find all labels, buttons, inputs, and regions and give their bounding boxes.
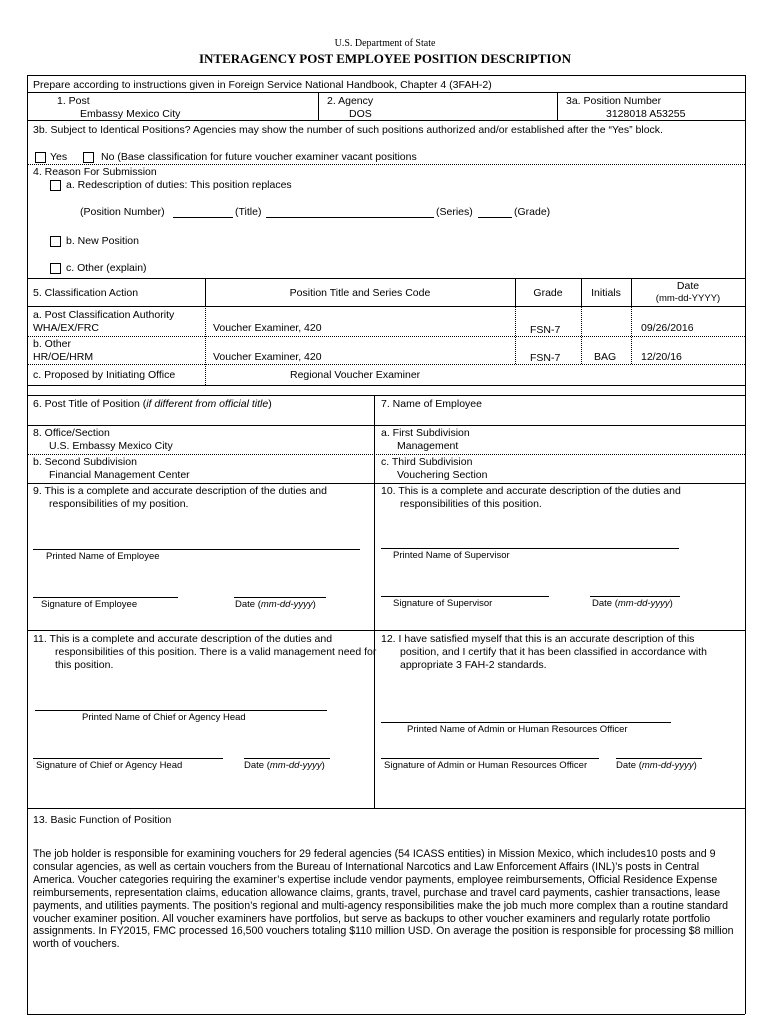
first-subdivision-value[interactable]: Management [397, 440, 459, 452]
third-subdivision-label: c. Third Subdivision [381, 456, 473, 468]
classification-row-a-grade[interactable]: FSN-7 [530, 324, 561, 336]
grade-field-label: (Grade) [514, 206, 551, 218]
agency-value[interactable]: DOS [349, 108, 372, 120]
classification-row-a-office: WHA/EX/FRC [33, 322, 99, 334]
printed-supervisor-label: Printed Name of Supervisor [393, 550, 510, 561]
frame-left [27, 75, 28, 1014]
employee-name-label: 7. Name of Employee [381, 398, 482, 410]
classification-row-b-grade[interactable]: FSN-7 [530, 352, 561, 364]
other-explain-label: c. Other (explain) [66, 262, 147, 274]
redescription-checkbox[interactable] [50, 180, 61, 191]
chief-printed-name-line[interactable] [35, 710, 327, 711]
employee-date-label: Date (mm-dd-yyyy) [235, 599, 316, 610]
printed-admin-label: Printed Name of Admin or Human Resources Officer [407, 724, 628, 735]
employee-date-line[interactable] [234, 597, 326, 598]
basic-function-text: The job holder is responsible for examining vouchers for 29 federal agencies (54 ICASS entities) in Mission Mexico, which includes10 posts and 9 consular agencies, as well as certain vouchers from the Bureau of International Narcotics and Law Enforcement Affairs (INL)’s posts in Central America. Voucher categories requiring the examiner’s expertise include vendor payments, employee reimbursements, Official Residence Expense reimbursements, representation claims, education allowance claims, grants, travel, purchase and travel card payments, cashier transactions, lease payments, and utilities payments. The position’s regional and multi-agency responsibilities make the job much more complex than a routine standard voucher examiner position. All voucher examiners have portfolios, but serve as backups to other voucher examiners and regularly rotate portfolio assignments. In FY2015, FMC processed 16,500 vouchers totaling $110 million USD. On average the position is responsible for processing $8 million worth of vouchers. [33, 848, 734, 951]
department-name: U.S. Department of State [334, 38, 436, 49]
redescription-label: a. Redescription of duties: This position replaces [66, 179, 292, 191]
form-title: INTERAGENCY POST EMPLOYEE POSITION DESCRIPTION [198, 51, 571, 66]
yes-label: Yes [50, 151, 68, 163]
yes-checkbox[interactable] [35, 152, 46, 163]
employee-printed-name-line[interactable] [33, 549, 360, 550]
classification-row-b-initials[interactable]: BAG [594, 351, 617, 363]
date-format-header: (mm-dd-YYYY) [655, 293, 721, 304]
classification-row-a-date[interactable]: 09/26/2016 [641, 322, 694, 334]
post-title-label: 6. Post Title of Position (if different from official title) [33, 398, 272, 410]
classification-row-a-title[interactable]: Voucher Examiner, 420 [213, 322, 322, 334]
grade-header: Grade [533, 287, 563, 299]
post-label: 1. Post [57, 95, 90, 107]
frame-top [27, 75, 745, 76]
new-position-checkbox[interactable] [50, 236, 61, 247]
certification-10: 10. This is a complete and accurate description of the duties and responsibilities of this position. [381, 485, 681, 510]
title-series-header: Position Title and Series Code [289, 287, 431, 299]
employee-signature-line[interactable] [33, 597, 178, 598]
second-subdivision-value[interactable]: Financial Management Center [49, 469, 190, 481]
agency-label: 2. Agency [327, 95, 374, 107]
office-section-value[interactable]: U.S. Embassy Mexico City [49, 440, 173, 452]
series-field-label: (Series) [436, 206, 473, 218]
certification-11: 11. This is a complete and accurate description of the duties and responsibilities of this position. There is a valid management need for this position. [33, 633, 377, 671]
classification-row-b-title[interactable]: Voucher Examiner, 420 [213, 351, 322, 363]
supervisor-printed-name-line[interactable] [381, 548, 679, 549]
new-position-label: b. New Position [66, 235, 139, 247]
second-subdivision-label: b. Second Subdivision [33, 456, 137, 468]
title-field-label: (Title) [235, 206, 262, 218]
third-subdivision-value[interactable]: Vouchering Section [397, 469, 488, 481]
admin-date-line[interactable] [616, 758, 702, 759]
initials-header: Initials [591, 287, 621, 299]
no-label: No (Base classification for future voucher examiner vacant positions [101, 151, 417, 163]
certification-12: 12. I have satisfied myself that this is an accurate description of this position, and I certify that it has been classified in accordance with appropriate 3 FAH-2 standards. [381, 633, 708, 671]
office-section-label: 8. Office/Section [33, 427, 110, 439]
classification-row-c-title[interactable]: Regional Voucher Examiner [290, 369, 421, 381]
position-number-value[interactable]: 3128018 A53255 [606, 108, 686, 120]
admin-printed-name-line[interactable] [381, 722, 671, 723]
certification-9: 9. This is a complete and accurate description of the duties and responsibilities of my position. [33, 485, 327, 510]
signature-chief-label: Signature of Chief or Agency Head [36, 760, 183, 771]
instructions: Prepare according to instructions given in Foreign Service National Handbook, Chapter 4 (3FAH-2) [33, 79, 492, 91]
classification-row-c-label: c. Proposed by Initiating Office [33, 369, 176, 381]
first-subdivision-label: a. First Subdivision [381, 427, 470, 439]
reason-label: 4. Reason For Submission [33, 166, 157, 178]
signature-employee-label: Signature of Employee [41, 599, 138, 610]
series-field[interactable] [478, 217, 512, 218]
classification-row-b-office: HR/OE/HRM [33, 351, 94, 363]
chief-date-label: Date (mm-dd-yyyy) [244, 760, 325, 771]
frame-bottom [27, 1014, 745, 1015]
post-value[interactable]: Embassy Mexico City [80, 108, 181, 120]
chief-date-line[interactable] [244, 758, 330, 759]
position-number-label: 3a. Position Number [566, 95, 662, 107]
admin-date-label: Date (mm-dd-yyyy) [616, 760, 697, 771]
classification-row-b-date[interactable]: 12/20/16 [641, 351, 682, 363]
position-number-field-label: (Position Number) [80, 206, 165, 218]
title-field[interactable] [266, 217, 434, 218]
classification-row-b-label: b. Other [33, 338, 71, 350]
supervisor-signature-line[interactable] [381, 596, 549, 597]
signature-admin-label: Signature of Admin or Human Resources Officer [384, 760, 588, 771]
signature-supervisor-label: Signature of Supervisor [393, 598, 493, 609]
basic-function-label: 13. Basic Function of Position [33, 814, 172, 826]
chief-signature-line[interactable] [33, 758, 223, 759]
printed-employee-label: Printed Name of Employee [46, 551, 160, 562]
supervisor-date-line[interactable] [590, 596, 680, 597]
printed-chief-label: Printed Name of Chief or Agency Head [82, 712, 246, 723]
classification-row-a-label: a. Post Classification Authority [33, 309, 175, 321]
admin-signature-line[interactable] [381, 758, 599, 759]
frame-right [745, 75, 746, 1014]
date-header: Date [676, 280, 700, 292]
supervisor-date-label: Date (mm-dd-yyyy) [592, 598, 673, 609]
other-explain-checkbox[interactable] [50, 263, 61, 274]
no-checkbox[interactable] [83, 152, 94, 163]
position-number-field[interactable] [173, 217, 233, 218]
identical-positions-question: 3b. Subject to Identical Positions? Agencies may show the number of such positions authorized and/or established after the “Yes” block. [33, 124, 663, 136]
classification-action-label: 5. Classification Action [33, 287, 139, 299]
